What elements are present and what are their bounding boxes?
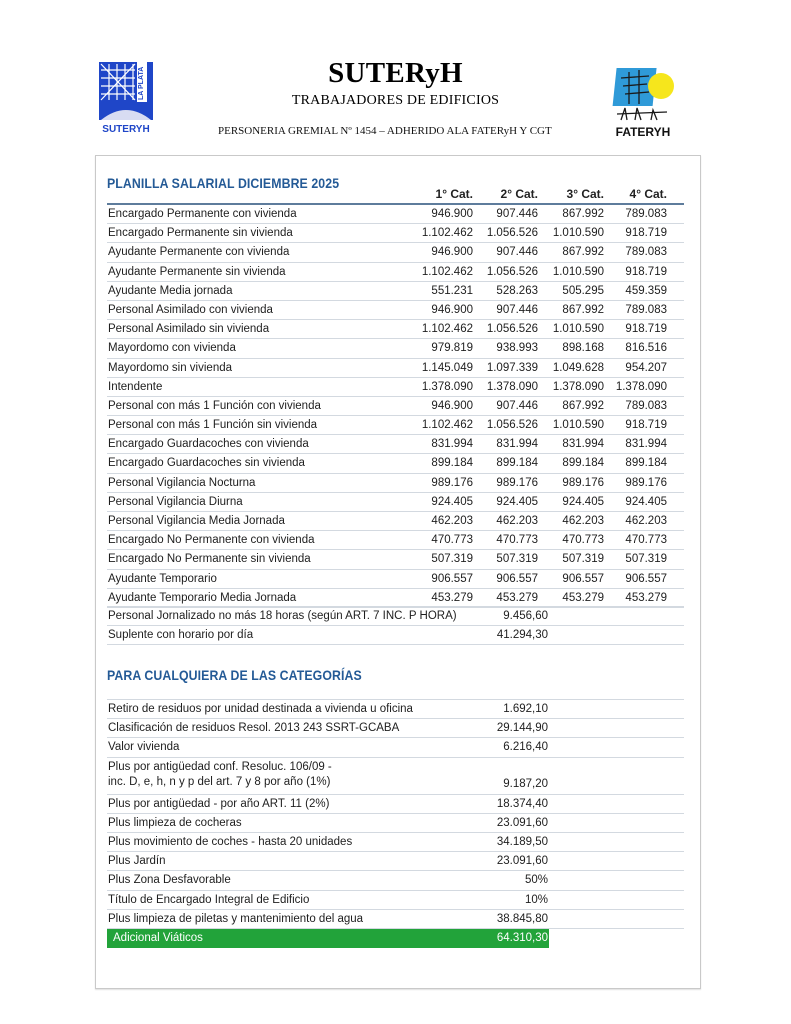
table-row xyxy=(107,224,684,243)
table-row xyxy=(107,871,684,890)
column-header-cat2: 2° Cat. xyxy=(500,187,538,201)
cell-cat4: 816.516 xyxy=(625,342,667,355)
row-label: Personal Vigilancia Nocturna xyxy=(108,476,256,489)
row-label: Adicional Viáticos xyxy=(113,931,203,944)
column-header-cat1: 1° Cat. xyxy=(435,187,473,201)
table-row xyxy=(107,474,684,493)
row-label-line2: inc. D, e, h, n y p del art. 7 y 8 por año (1%) xyxy=(108,775,331,788)
row-value: 41.294,30 xyxy=(496,629,548,642)
row-value: 23.091,60 xyxy=(496,855,548,868)
cell-cat3: 1.049.628 xyxy=(552,361,604,374)
cell-cat2: 906.557 xyxy=(496,572,538,585)
cell-cat3: 1.010.590 xyxy=(552,323,604,336)
row-value: 34.189,50 xyxy=(496,835,548,848)
cell-cat2: 453.279 xyxy=(496,591,538,604)
cell-cat2: 907.446 xyxy=(496,399,538,412)
cell-cat4: 789.083 xyxy=(625,246,667,259)
cell-cat2: 924.405 xyxy=(496,495,538,508)
table-row xyxy=(107,320,684,339)
row-label: Mayordomo sin vivienda xyxy=(108,361,233,374)
row-value: 38.845,80 xyxy=(496,912,548,925)
row-label: Personal con más 1 Función sin vivienda xyxy=(108,419,318,432)
table-row xyxy=(107,700,684,719)
cell-cat3: 898.168 xyxy=(562,342,604,355)
table-row xyxy=(107,243,684,262)
row-label: Suplente con horario por día xyxy=(108,629,254,642)
cell-cat2: 938.993 xyxy=(496,342,538,355)
cell-cat2: 1.056.526 xyxy=(486,323,538,336)
cell-cat4: 459.359 xyxy=(625,284,667,297)
union-subtitle: TRABAJADORES DE EDIFICIOS xyxy=(291,93,500,108)
row-value: 64.310,30 xyxy=(496,931,548,944)
svg-text:SUTERYH: SUTERYH xyxy=(102,124,150,135)
table-row xyxy=(107,626,684,645)
table-row xyxy=(107,738,684,757)
row-label: Clasificación de residuos Resol. 2013 243 SSRT-GCABA xyxy=(108,722,400,735)
table-row xyxy=(107,397,684,416)
cell-cat3: 505.295 xyxy=(562,284,604,297)
cell-cat4: 918.719 xyxy=(625,265,667,278)
any-category-table xyxy=(107,699,684,948)
personeria-text: PERSONERIA GREMIAL Nº 1454 – ADHERIDO ALA FATERyH Y CGT xyxy=(218,125,552,137)
cell-cat1: 462.203 xyxy=(431,515,473,527)
cell-cat1: 946.900 xyxy=(431,303,473,316)
table-row xyxy=(107,359,684,378)
table-row xyxy=(107,454,684,473)
cell-cat3: 899.184 xyxy=(562,457,604,470)
table-row xyxy=(107,814,684,833)
cell-cat3: 906.557 xyxy=(562,572,604,585)
cell-cat1: 1.145.049 xyxy=(421,361,473,374)
cell-cat1: 551.231 xyxy=(431,284,473,297)
cell-cat2: 507.319 xyxy=(496,553,538,566)
table-row xyxy=(107,795,684,814)
cell-cat2: 462.203 xyxy=(496,515,538,527)
cell-cat2: 528.263 xyxy=(496,284,538,297)
table-row xyxy=(107,758,684,795)
column-header-cat3: 3° Cat. xyxy=(566,187,604,201)
row-value: 23.091,60 xyxy=(496,816,548,829)
cell-cat4: 453.279 xyxy=(625,591,667,604)
row-label: Ayudante Permanente sin vivienda xyxy=(108,265,286,278)
fateryh-logo-icon xyxy=(607,64,679,140)
cell-cat3: 989.176 xyxy=(562,476,604,489)
row-label: Título de Encargado Integral de Edificio xyxy=(108,893,310,906)
cell-cat4: 906.557 xyxy=(625,572,667,585)
cell-cat4: 918.719 xyxy=(625,227,667,240)
cell-cat1: 946.900 xyxy=(431,208,473,220)
cell-cat3: 1.378.090 xyxy=(552,380,604,393)
row-label: Ayudante Temporario Media Jornada xyxy=(108,591,297,604)
cell-cat4: 1.378.090 xyxy=(615,380,667,393)
salary-sheet-panel xyxy=(95,155,701,989)
row-label: Plus Zona Desfavorable xyxy=(108,874,231,887)
cell-cat3: 1.010.590 xyxy=(552,265,604,278)
row-value: 50% xyxy=(524,874,548,887)
row-label-line1: Plus por antigüedad conf. Resoluc. 106/09 - xyxy=(108,760,332,773)
cell-cat1: 946.900 xyxy=(431,246,473,259)
cell-cat4: 989.176 xyxy=(625,476,667,489)
row-label: Encargado Permanente sin vivienda xyxy=(108,227,293,240)
table-row xyxy=(107,570,684,589)
cell-cat1: 906.557 xyxy=(431,572,473,585)
table-row xyxy=(107,531,684,550)
cell-cat4: 831.994 xyxy=(625,438,667,451)
row-label xyxy=(108,760,332,790)
table-row xyxy=(107,550,684,569)
cell-cat4: 918.719 xyxy=(625,419,667,432)
cell-cat3: 470.773 xyxy=(562,534,604,547)
cell-cat4: 899.184 xyxy=(625,457,667,470)
any-category-title: PARA CUALQUIERA DE LAS CATEGORÍAS xyxy=(107,667,362,683)
cell-cat2: 989.176 xyxy=(496,476,538,489)
cell-cat1: 1.102.462 xyxy=(421,323,473,336)
row-label: Retiro de residuos por unidad destinada a vivienda u oficina xyxy=(108,703,413,715)
row-label: Plus Jardín xyxy=(108,855,166,868)
row-label: Personal Vigilancia Media Jornada xyxy=(108,515,285,527)
table-row xyxy=(107,263,684,282)
cell-cat2: 907.446 xyxy=(496,246,538,259)
row-label: Ayudante Permanente con vivienda xyxy=(108,246,290,259)
cell-cat3: 507.319 xyxy=(562,553,604,566)
salary-table-title: PLANILLA SALARIAL DICIEMBRE 2025 xyxy=(107,175,340,191)
cell-cat2: 831.994 xyxy=(496,438,538,451)
cell-cat2: 1.056.526 xyxy=(486,227,538,240)
svg-text:LA PLATA: LA PLATA xyxy=(138,66,145,100)
cell-cat1: 946.900 xyxy=(431,399,473,412)
cell-cat4: 470.773 xyxy=(625,534,667,547)
row-value: 10% xyxy=(524,893,548,906)
cell-cat3: 462.203 xyxy=(562,515,604,527)
cell-cat1: 924.405 xyxy=(431,495,473,508)
cell-cat2: 1.056.526 xyxy=(486,265,538,278)
svg-text:FATERYH: FATERYH xyxy=(615,125,671,139)
row-label: Plus movimiento de coches - hasta 20 unidades xyxy=(108,835,353,848)
cell-cat4: 789.083 xyxy=(625,303,667,316)
cell-cat3: 867.992 xyxy=(562,303,604,316)
cell-cat2: 1.378.090 xyxy=(486,380,538,393)
row-label: Plus limpieza de piletas y mantenimiento del agua xyxy=(108,912,364,925)
cell-cat4: 924.405 xyxy=(625,495,667,508)
row-label: Personal Vigilancia Diurna xyxy=(108,495,243,508)
row-value: 6.216,40 xyxy=(503,741,548,754)
cell-cat3: 1.010.590 xyxy=(552,227,604,240)
cell-cat2: 1.097.339 xyxy=(486,361,538,374)
cell-cat3: 453.279 xyxy=(562,591,604,604)
cell-cat1: 1.102.462 xyxy=(421,227,473,240)
row-label: Encargado Guardacoches con vivienda xyxy=(108,438,309,451)
union-title: SUTERyH xyxy=(328,57,463,89)
table-row xyxy=(107,833,684,852)
table-row xyxy=(107,205,684,224)
row-label: Personal Asimilado con vivienda xyxy=(108,303,273,316)
cell-cat4: 954.207 xyxy=(625,361,667,374)
cell-cat3: 1.010.590 xyxy=(552,419,604,432)
row-label: Encargado No Permanente con vivienda xyxy=(108,534,315,547)
cell-cat2: 1.056.526 xyxy=(486,419,538,432)
cell-cat1: 470.773 xyxy=(431,534,473,547)
table-row xyxy=(107,891,684,910)
table-row xyxy=(107,378,684,397)
cell-cat1: 1.378.090 xyxy=(421,380,473,393)
cell-cat3: 831.994 xyxy=(562,438,604,451)
cell-cat3: 867.992 xyxy=(562,246,604,259)
cell-cat4: 507.319 xyxy=(625,553,667,566)
row-label: Intendente xyxy=(108,380,163,393)
cell-cat1: 831.994 xyxy=(431,438,473,451)
cell-cat1: 989.176 xyxy=(431,476,473,489)
row-label: Personal Jornalizado no más 18 horas (según ART. 7 INC. P HORA) xyxy=(108,610,457,622)
cell-cat4: 918.719 xyxy=(625,323,667,336)
row-label: Personal Asimilado sin vivienda xyxy=(108,323,270,336)
highlight-row-viaticos xyxy=(107,929,549,948)
table-row xyxy=(107,910,684,929)
cell-cat1: 1.102.462 xyxy=(421,265,473,278)
table-row xyxy=(107,719,684,738)
cell-cat4: 462.203 xyxy=(625,515,667,527)
cell-cat3: 867.992 xyxy=(562,208,604,220)
row-value: 29.144,90 xyxy=(496,722,548,735)
cell-cat4: 789.083 xyxy=(625,399,667,412)
cell-cat2: 907.446 xyxy=(496,303,538,316)
row-label: Personal con más 1 Función con vivienda xyxy=(108,399,321,412)
row-label: Encargado No Permanente sin vivienda xyxy=(108,553,311,566)
table-row xyxy=(107,339,684,358)
cell-cat1: 453.279 xyxy=(431,591,473,604)
table-row xyxy=(107,282,684,301)
row-label: Plus por antigüedad - por año ART. 11 (2%) xyxy=(108,797,330,810)
salary-table-body xyxy=(107,205,684,608)
cell-cat1: 899.184 xyxy=(431,457,473,470)
cell-cat3: 924.405 xyxy=(562,495,604,508)
cell-cat2: 907.446 xyxy=(496,208,538,220)
table-row xyxy=(107,301,684,320)
cell-cat2: 899.184 xyxy=(496,457,538,470)
cell-cat1: 979.819 xyxy=(431,342,473,355)
row-label: Encargado Permanente con vivienda xyxy=(108,208,297,220)
table-row xyxy=(107,852,684,871)
table-row xyxy=(107,607,684,626)
table-row xyxy=(107,512,684,531)
column-header-cat4: 4° Cat. xyxy=(629,187,667,201)
cell-cat4: 789.083 xyxy=(625,208,667,220)
row-label: Plus limpieza de cocheras xyxy=(108,816,242,829)
row-label: Valor vivienda xyxy=(108,741,180,754)
hourly-daily-table xyxy=(107,606,684,645)
table-row xyxy=(107,416,684,435)
document-header xyxy=(0,0,791,150)
cell-cat1: 507.319 xyxy=(431,553,473,566)
cell-cat2: 470.773 xyxy=(496,534,538,547)
category-header-row xyxy=(96,187,700,203)
row-label: Ayudante Temporario xyxy=(108,572,217,585)
row-value: 18.374,40 xyxy=(496,797,548,810)
row-label: Mayordomo con vivienda xyxy=(108,342,236,355)
table-row xyxy=(107,435,684,454)
table-row xyxy=(107,493,684,512)
row-value: 9.456,60 xyxy=(503,610,548,622)
cell-cat3: 867.992 xyxy=(562,399,604,412)
row-value: 1.692,10 xyxy=(503,703,548,715)
row-label: Ayudante Media jornada xyxy=(108,284,233,297)
row-value: 9.187,20 xyxy=(503,777,548,790)
cell-cat1: 1.102.462 xyxy=(421,419,473,432)
row-label: Encargado Guardacoches sin vivienda xyxy=(108,457,305,470)
